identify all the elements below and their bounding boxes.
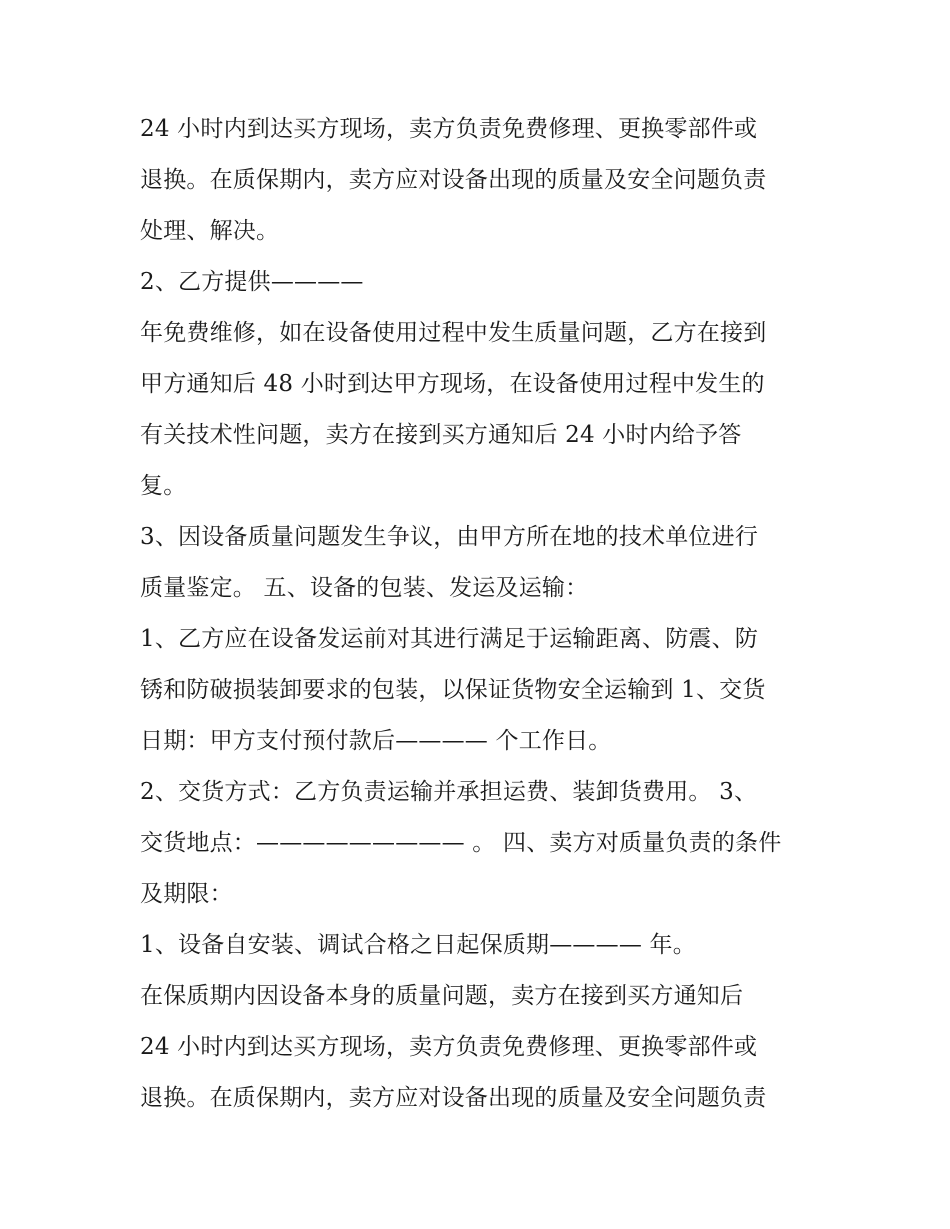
text-line: 退换。在质保期内，卖方应对设备出现的质量及安全问题负责 — [140, 1085, 767, 1111]
text-line: 年免费维修，如在设备使用过程中发生质量问题，乙方在接到 — [140, 320, 767, 346]
text-line: 处理、解决。 — [140, 218, 280, 244]
text-line: 3、因设备质量问题发生争议，由甲方所在地的技术单位进行 — [140, 524, 759, 550]
document-body — [140, 104, 820, 1124]
text-line: 复。 — [140, 473, 187, 499]
text-line: 日期：甲方支付预付款后———— 个工作日。 — [140, 728, 612, 754]
text-line: 质量鉴定。 五、设备的包装、发运及运输： — [140, 575, 589, 601]
text-line: 1、设备自安装、调试合格之日起保质期———— 年。 — [140, 932, 696, 958]
text-line: 2、乙方提供———— — [140, 269, 364, 295]
text-line: 有关技术性问题，卖方在接到买方通知后 24 小时内给予答 — [140, 422, 742, 448]
text-line: 2、交货方式：乙方负责运输并承担运费、装卸货费用。 3、 — [140, 779, 758, 805]
text-line: 锈和防破损装卸要求的包装，以保证货物安全运输到 1、交货 — [140, 677, 766, 703]
text-line: 及期限： — [140, 881, 233, 907]
text-line: 交货地点：————————— 。 四、卖方对质量负责的条件 — [140, 830, 782, 856]
text-line: 在保质期内因设备本身的质量问题，卖方在接到买方通知后 — [140, 983, 744, 1009]
text-line: 退换。在质保期内，卖方应对设备出现的质量及安全问题负责 — [140, 167, 767, 193]
text-line: 24 小时内到达买方现场，卖方负责免费修理、更换零部件或 — [140, 1034, 758, 1060]
text-line: 1、乙方应在设备发运前对其进行满足于运输距离、防震、防 — [140, 626, 759, 652]
text-line: 甲方通知后 48 小时到达甲方现场，在设备使用过程中发生的 — [140, 371, 765, 397]
text-line: 24 小时内到达买方现场，卖方负责免费修理、更换零部件或 — [140, 116, 758, 142]
